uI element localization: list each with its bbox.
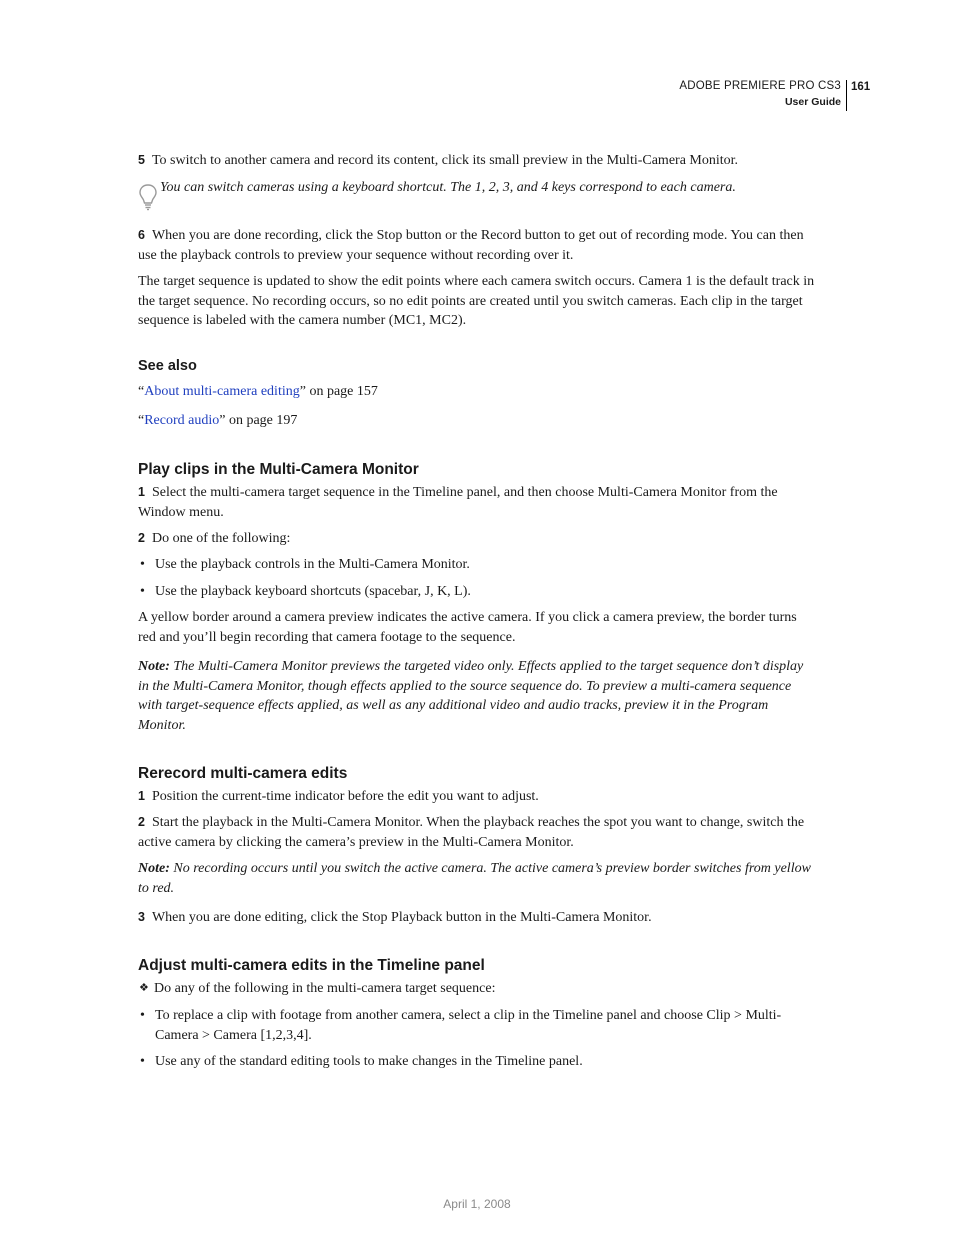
list-item [138,555,816,575]
note-label: Note: [138,659,170,674]
step-1 [138,787,816,807]
step-text: Select the multi-camera target sequence in the Timeline panel, and then choose Multi-Camera Monitor from the Window menu. [138,485,778,520]
step-text: Do one of the following: [151,531,291,546]
note [138,657,816,735]
see-also-heading: See also [138,358,197,374]
section-heading-rerecord: Rerecord multi-camera edits [138,765,348,782]
lightbulb-icon [138,183,158,211]
note-text: No recording occurs until you switch the active camera. The active camera’s preview border switches from yellow to red. [138,861,811,896]
page-ref: ” on page 197 [219,413,298,428]
quote-open: “ [138,384,145,399]
section-heading-adjust: Adjust multi-camera edits in the Timeline panel [138,957,485,974]
list-item [138,1052,816,1072]
list-item-text: Use the playback keyboard shortcuts (spacebar, J, K, L). [155,584,471,599]
step-text: To switch to another camera and record its content, click its small preview in the Multi-Camera Monitor. [151,153,739,168]
step-number: 3 [138,910,145,924]
step-text: When you are done recording, click the Stop button or the Record button to get out of recording mode. You can then use the playback controls to preview your sequence without recording over it. [138,228,804,263]
list-item [138,582,816,602]
list-item-text: Use the playback controls in the Multi-Camera Monitor. [155,557,470,572]
step-3 [138,908,816,928]
section-heading-play-clips: Play clips in the Multi-Camera Monitor [138,461,419,478]
bullet: • [140,1008,145,1023]
body-paragraph: A yellow border around a camera preview indicates the active camera. If you click a camera preview, the border turns red and you’ll begin recording that camera footage to the sequence. [138,610,797,645]
note-label: Note: [138,861,170,876]
step-text: Position the current-time indicator before the edit you want to adjust. [151,789,539,804]
link-about-multi-camera-editing[interactable]: About multi-camera editing [144,384,300,399]
header-title: ADOBE PREMIERE PRO CS3 [679,80,841,92]
quote-open: “ [138,413,145,428]
step-number: 2 [138,531,145,545]
step-number: 1 [138,789,145,803]
page-ref: ” on page 157 [299,384,378,399]
list-item-text: Use any of the standard editing tools to make changes in the Timeline panel. [155,1054,583,1069]
diamond-bullet-icon: ❖ [139,982,149,994]
note [138,859,816,898]
bullet: • [140,557,145,572]
tip-text: You can switch cameras using a keyboard shortcut. The 1, 2, 3, and 4 keys correspond to each camera. [160,180,736,195]
step-2 [138,529,816,549]
see-also-item [138,411,816,431]
step-1 [138,483,816,522]
bullet: • [140,1054,145,1069]
list-item-text: To replace a clip with footage from another camera, select a clip in the Timeline panel and choose Clip > Multi-Camera > Camera [1,2,3,4]. [155,1008,782,1043]
intro-text: Do any of the following in the multi-camera target sequence: [154,981,496,996]
step-6 [138,226,816,265]
header-subtitle: User Guide [784,96,841,108]
note-text: The Multi-Camera Monitor previews the targeted video only. Effects applied to the target sequence don’t display in the Multi-Camera Monitor, though effects applied to the source sequence do. To preview a multi-camera sequence with target-sequence effects applied, as well as any additional video and audio tracks, preview it in the Program Monitor. [138,659,804,733]
page-number: 161 [851,81,871,93]
bullet: • [140,584,145,599]
step-number: 1 [138,485,145,499]
footer-date: April 1, 2008 [443,1197,511,1211]
step-number: 5 [138,153,145,167]
step-text: When you are done editing, click the Stop Playback button in the Multi-Camera Monitor. [151,910,652,925]
intro-line [138,979,816,999]
body-paragraph: The target sequence is updated to show the edit points where each camera switch occurs. Camera 1 is the default track in the target sequence. No recording occurs, so no edit points are created until you switch cameras. Each clip in the target sequence is labeled with the camera number (MC1, MC2). [138,274,815,328]
step-5 [138,151,816,171]
step-number: 2 [138,815,145,829]
list-item [138,1006,816,1045]
see-also-item [138,382,816,402]
link-record-audio[interactable]: Record audio [144,413,220,428]
step-number: 6 [138,228,145,242]
step-2 [138,813,816,852]
header-rule [846,80,847,111]
step-text: Start the playback in the Multi-Camera Monitor. When the playback reaches the spot you want to change, switch the active camera by clicking the camera’s preview in the Multi-Camera Monitor. [138,815,805,850]
